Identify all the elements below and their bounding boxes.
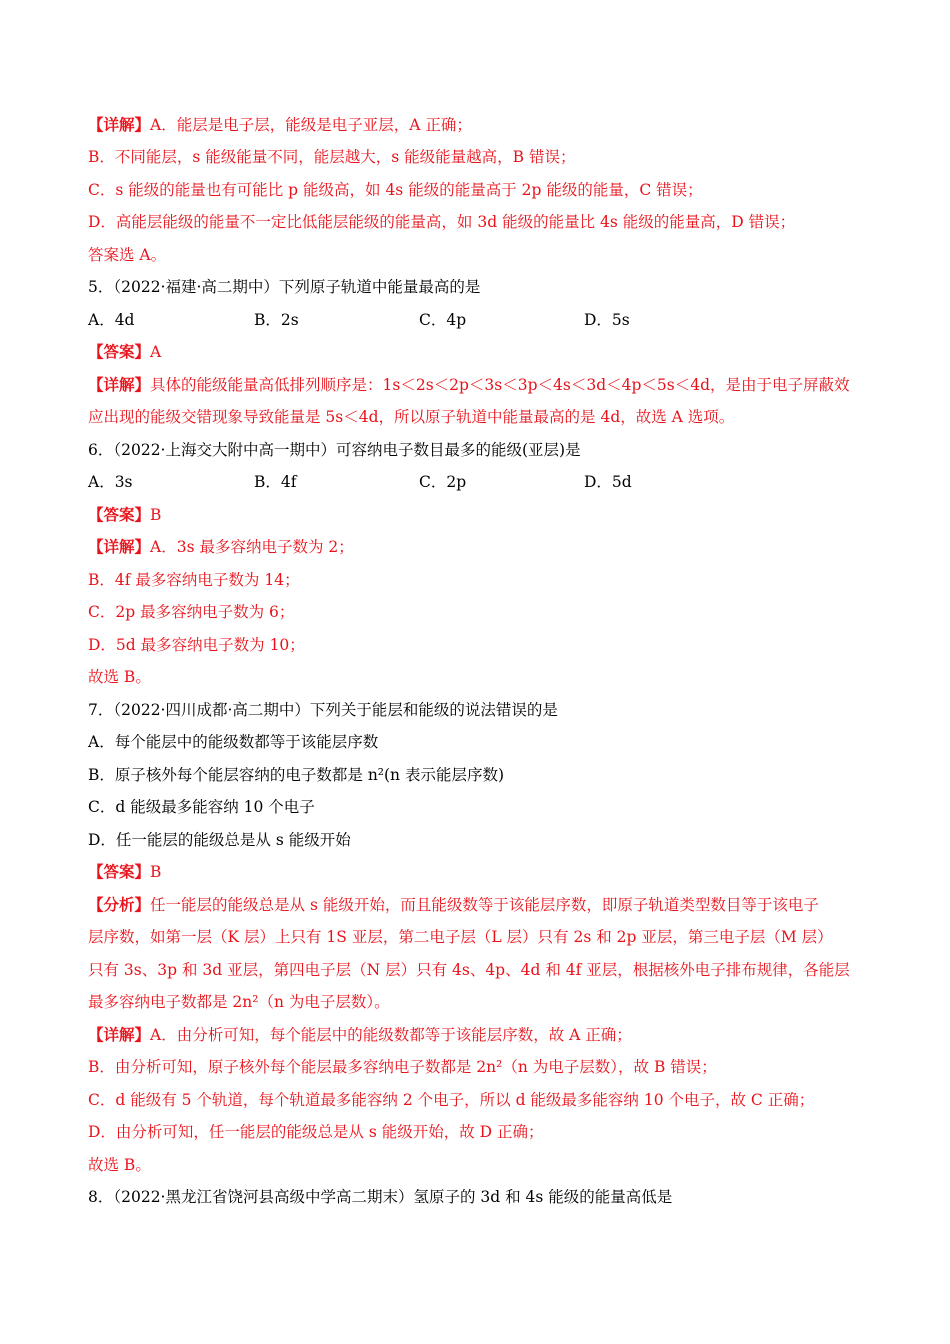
- answer-option: C．4p: [419, 311, 467, 329]
- text-line: [88, 666, 151, 688]
- line-text: C．d 能级最多能容纳 10 个电子: [88, 798, 315, 816]
- text-line: [88, 699, 558, 721]
- line-text: D．高能层能级的能量不一定比低能层能级的能量高，如 3d 能级的能量比 4s 能级的能量高，D 错误；: [88, 213, 796, 231]
- line-text: C．2p 最多容纳电子数为 6；: [88, 603, 295, 621]
- line-text: 答案选 A。: [88, 246, 167, 264]
- text-line: [88, 179, 703, 201]
- line-text: 5．（2022·福建·高二期中）下列原子轨道中能量最高的是: [88, 278, 481, 296]
- text-line: [88, 764, 504, 786]
- labeled-text-line: [88, 536, 354, 558]
- line-text: A．由分析可知，每个能层中的能级数都等于该能层序数，故 A 正确；: [150, 1026, 632, 1044]
- line-text: 层序数，如第一层（K 层）上只有 1S 亚层，第二电子层（L 层）只有 2s 和 2p 亚层，第三电子层（M 层）: [88, 928, 833, 946]
- answer-option: A．4d: [88, 311, 135, 329]
- line-text: D．由分析可知，任一能层的能级总是从 s 能级开始，故 D 正确；: [88, 1123, 544, 1141]
- text-line: [88, 1089, 814, 1111]
- section-tag: 【详解】: [88, 537, 151, 556]
- line-text: 应出现的能级交错现象导致能量是 5s＜4d，所以原子轨道中能量最高的是 4d，故选 A 选项。: [88, 408, 735, 426]
- answer-option: C．2p: [419, 473, 467, 491]
- line-text: 任一能层的能级总是从 s 能级开始，而且能级数等于该能层序数，即原子轨道类型数目等于该电子: [150, 896, 819, 914]
- labeled-text-line: [88, 1024, 632, 1046]
- line-text: D．5d 最多容纳电子数为 10；: [88, 636, 305, 654]
- line-text: 7．（2022·四川成都·高二期中）下列关于能层和能级的说法错误的是: [88, 701, 558, 719]
- line-text: A: [150, 343, 162, 361]
- line-text: A．每个能层中的能级数都等于该能层序数: [88, 733, 379, 751]
- answer-option: D．5d: [584, 473, 632, 491]
- text-line: [88, 1186, 672, 1208]
- text-line: [88, 731, 378, 753]
- section-tag: 【详解】: [88, 115, 151, 134]
- line-text: B．不同能层，s 能级能量不同，能层越大，s 能级能量越高，B 错误；: [88, 148, 576, 166]
- answer-option: D．5s: [584, 311, 630, 329]
- text-line: [88, 991, 390, 1013]
- line-text: B: [150, 863, 162, 881]
- line-text: B: [150, 506, 162, 524]
- line-text: C．d 能级有 5 个轨道，每个轨道最多能容纳 2 个电子，所以 d 能级最多能容纳 10 个电子，故 C 正确；: [88, 1091, 815, 1109]
- section-tag: 【答案】: [88, 342, 151, 361]
- line-text: B．4f 最多容纳电子数为 14；: [88, 571, 300, 589]
- line-text: A．3s 最多容纳电子数为 2；: [150, 538, 354, 556]
- text-line: [88, 146, 575, 168]
- text-line: [88, 1154, 151, 1176]
- line-text: 只有 3s、3p 和 3d 亚层，第四电子层（N 层）只有 4s、4p、4d 和 4f 亚层，根据核外电子排布规律，各能层: [88, 961, 850, 979]
- section-tag: 【分析】: [88, 895, 151, 914]
- labeled-text-line: [88, 504, 161, 526]
- text-line: [88, 1121, 544, 1143]
- text-line: [88, 244, 166, 266]
- text-line: [88, 406, 734, 428]
- text-line: [88, 829, 351, 851]
- answer-option: B．2s: [254, 311, 299, 329]
- labeled-text-line: [88, 374, 850, 396]
- section-tag: 【详解】: [88, 1025, 151, 1044]
- text-line: [88, 926, 833, 948]
- text-line: [88, 211, 795, 233]
- text-line: [88, 569, 300, 591]
- section-tag: 【详解】: [88, 375, 151, 394]
- line-text: B．原子核外每个能层容纳的电子数都是 n²(n 表示能层序数): [88, 766, 505, 784]
- line-text: 8．（2022·黑龙江省饶河县高级中学高二期末）氢原子的 3d 和 4s 能级的能量高低是: [88, 1188, 673, 1206]
- text-line: [88, 796, 315, 818]
- line-text: D．任一能层的能级总是从 s 能级开始: [88, 831, 351, 849]
- labeled-text-line: [88, 114, 472, 136]
- text-line: [88, 1056, 717, 1078]
- answer-option: A．3s: [88, 473, 133, 491]
- line-text: 最多容纳电子数都是 2n²（n 为电子层数）。: [88, 993, 390, 1011]
- line-text: C．s 能级的能量也有可能比 p 能级高，如 4s 能级的能量高于 2p 能级的能量，C 错误；: [88, 181, 703, 199]
- text-line: [88, 959, 850, 981]
- text-line: [88, 634, 305, 656]
- line-text: 故选 B。: [88, 1156, 151, 1174]
- text-line: [88, 276, 480, 298]
- labeled-text-line: [88, 861, 161, 883]
- text-line: [88, 601, 294, 623]
- line-text: A．能层是电子层，能级是电子亚层，A 正确；: [150, 116, 472, 134]
- line-text: 具体的能级能量高低排列顺序是：1s＜2s＜2p＜3s＜3p＜4s＜3d＜4p＜5s＜4d，是由于电子屏蔽效: [150, 376, 850, 394]
- answer-option: B．4f: [254, 473, 297, 491]
- labeled-text-line: [88, 894, 819, 916]
- labeled-text-line: [88, 341, 161, 363]
- line-text: 故选 B。: [88, 668, 151, 686]
- section-tag: 【答案】: [88, 862, 151, 881]
- line-text: 6．（2022·上海交大附中高一期中）可容纳电子数目最多的能级(亚层)是: [88, 441, 581, 459]
- line-text: B．由分析可知，原子核外每个能层最多容纳电子数都是 2n²（n 为电子层数），故 B 错误；: [88, 1058, 717, 1076]
- section-tag: 【答案】: [88, 505, 151, 524]
- text-line: [88, 439, 581, 461]
